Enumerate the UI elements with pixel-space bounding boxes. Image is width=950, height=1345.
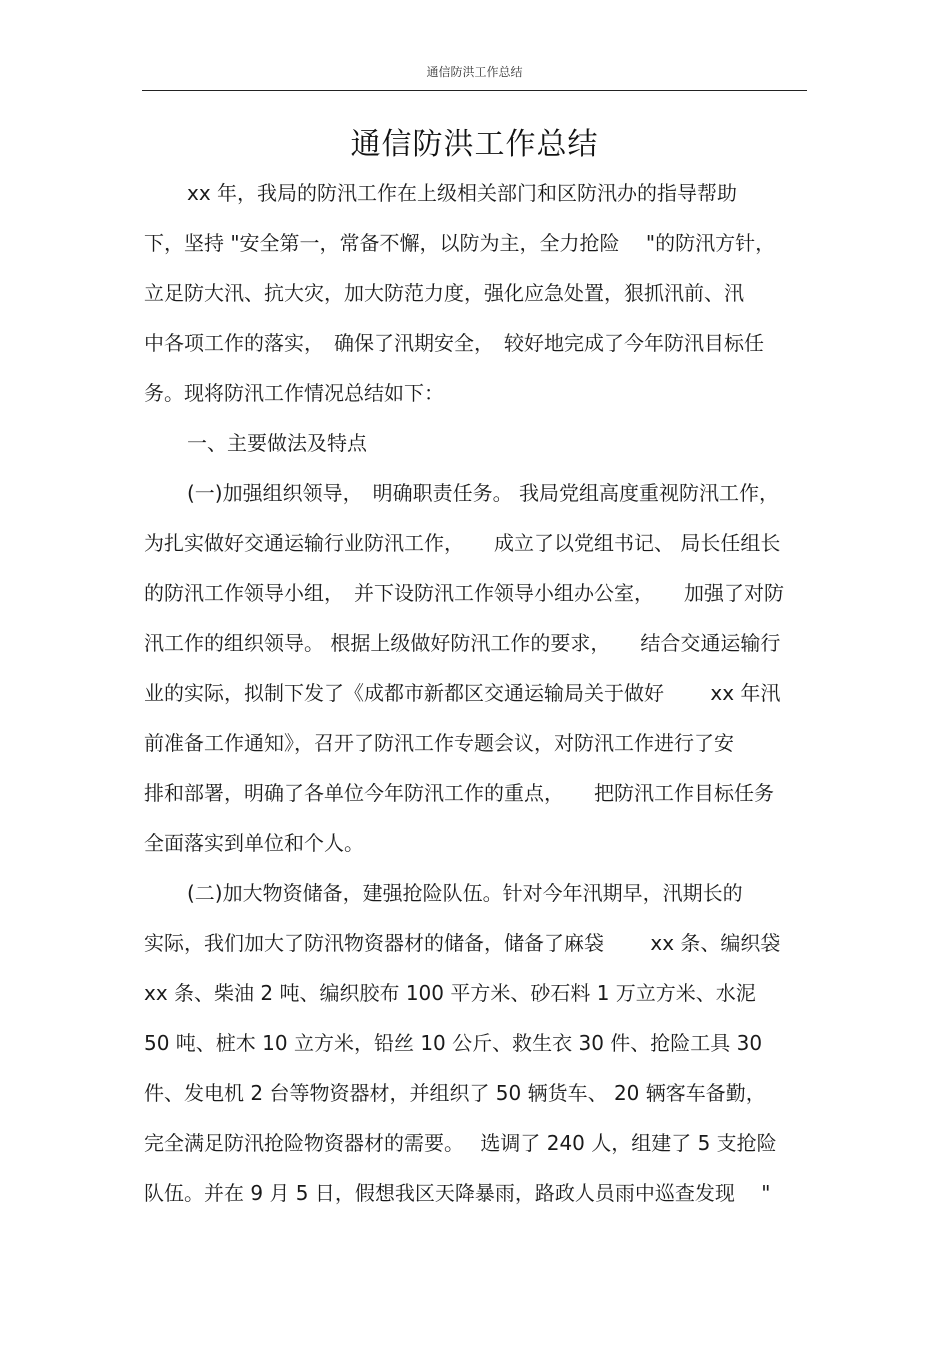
running-header: 通信防洪工作总结 bbox=[426, 65, 523, 79]
paragraph-line: 的防汛工作领导小组， 并下设防汛工作领导小组办公室， 加强了对防 bbox=[144, 581, 784, 605]
paragraph-line: 下，坚持 "安全第一，常备不懈，以防为主，全力抢险 "的防汛方针， bbox=[144, 231, 776, 255]
paragraph-line: 前准备工作通知》，召开了防汛工作专题会议，对防汛工作进行了安 bbox=[144, 731, 734, 755]
paragraph-line: 务。现将防汛工作情况总结如下： bbox=[144, 381, 444, 405]
section-heading: 一、主要做法及特点 bbox=[187, 431, 367, 455]
paragraph-line: 全面落实到单位和个人。 bbox=[144, 831, 364, 855]
paragraph-line: xx 年，我局的防汛工作在上级相关部门和区防汛办的指导帮助 bbox=[187, 181, 738, 205]
paragraph-line: 汛工作的组织领导。 根据上级做好防汛工作的要求， 结合交通运输行 bbox=[144, 631, 781, 655]
paragraph-line: 实际，我们加大了防汛物资器材的储备，储备了麻袋 xx 条、编织袋 bbox=[144, 931, 781, 955]
header-divider bbox=[142, 90, 807, 91]
paragraph-line: xx 条、柴油 2 吨、编织胶布 100 平方米、砂石料 1 万立方米、水泥 bbox=[144, 981, 756, 1005]
document-title: 通信防洪工作总结 bbox=[350, 127, 599, 162]
paragraph-line: 排和部署，明确了各单位今年防汛工作的重点， 把防汛工作目标任务 bbox=[144, 781, 774, 805]
paragraph-line: 50 吨、桩木 10 立方米，铅丝 10 公斤、救生衣 30 件、抢险工具 30 bbox=[144, 1031, 763, 1055]
paragraph-line: 中各项工作的落实， 确保了汛期安全， 较好地完成了今年防汛目标任 bbox=[144, 331, 764, 355]
paragraph-line: 立足防大汛、抗大灾，加大防范力度，强化应急处置，狠抓汛前、汛 bbox=[144, 281, 744, 305]
paragraph-line: (二)加大物资储备，建强抢险队伍。针对今年汛期早，汛期长的 bbox=[187, 881, 743, 905]
document-body bbox=[144, 168, 824, 1218]
paragraph-line: (一)加强组织领导， 明确职责任务。 我局党组高度重视防汛工作， bbox=[187, 481, 779, 505]
paragraph-line: 为扎实做好交通运输行业防汛工作， 成立了以党组书记、 局长任组长 bbox=[144, 531, 781, 555]
paragraph-line: 业的实际，拟制下发了《成都市新都区交通运输局关于做好 xx 年汛 bbox=[144, 681, 781, 705]
paragraph-line: 件、发电机 2 台等物资器材，并组织了 50 辆货车、 20 辆客车备勤， bbox=[144, 1081, 766, 1105]
paragraph-line: 队伍。并在 9 月 5 日，假想我区天降暴雨，路政人员雨中巡查发现 " bbox=[144, 1181, 771, 1205]
paragraph-line: 完全满足防汛抢险物资器材的需要。 选调了 240 人，组建了 5 支抢险 bbox=[144, 1131, 777, 1155]
